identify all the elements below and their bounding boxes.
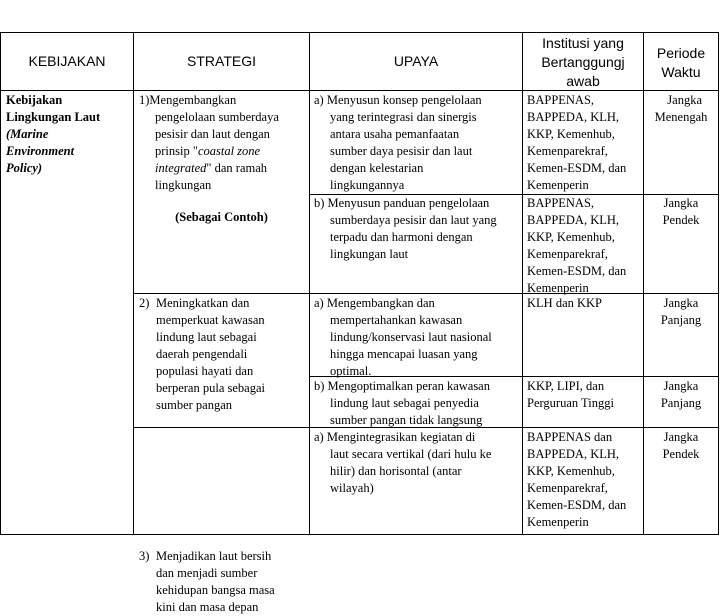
periode-1-cell — [644, 92, 718, 126]
header-periode-line-1: Periode — [656, 45, 706, 61]
periode-2-line-2: Pendek — [662, 213, 700, 227]
periode-4-line-1: Jangka — [663, 379, 699, 393]
upaya-1b-line-1: b) Menyusun panduan pengelolaan — [314, 196, 490, 210]
upaya-1a-line-6: lingkungannya — [330, 178, 405, 192]
header-institusi — [523, 34, 643, 91]
upaya-1a-cell — [314, 92, 522, 194]
policy-table — [0, 32, 719, 614]
kebijakan-italic-line-1: (Marine — [6, 127, 49, 141]
strategi-2-line-5: populasi hayati dan — [156, 364, 254, 378]
institusi-1-cell — [527, 92, 643, 194]
kebijakan-line-1: Kebijakan — [6, 93, 63, 107]
upaya-3a-line-1: a) Mengintegrasikan kegiatan di — [314, 430, 476, 444]
periode-2-cell — [644, 195, 718, 229]
upaya-1a-line-2: yang terintegrasi dan sinergis — [330, 110, 477, 124]
institusi-4-cell — [527, 378, 643, 412]
institusi-4-line-1: KKP, LIPI, dan — [527, 379, 605, 393]
header-periode — [644, 44, 718, 82]
strategi-2-line-3: lindung laut sebagai — [156, 330, 257, 344]
upaya-1b-cell — [314, 195, 522, 263]
institusi-5-line-6: Kemenperin — [527, 515, 589, 529]
periode-3-line-1: Jangka — [663, 296, 699, 310]
strategi-1-line-4 — [139, 143, 307, 160]
header-institusi-line-2: Bertanggungj — [541, 54, 625, 70]
upaya-1b-line-3: terpadu dan harmoni dengan — [330, 230, 473, 244]
upaya-3a-cell — [314, 429, 522, 497]
periode-3-line-2: Panjang — [660, 313, 702, 327]
strategi-1-line-4-italic: coastal zone — [197, 144, 261, 158]
upaya-2a-cell — [314, 295, 522, 380]
institusi-1-line-3: KKP, Kemenhub, — [527, 127, 615, 141]
institusi-1-line-1: BAPPENAS, — [527, 93, 595, 107]
strategi-1-number: 1) — [139, 93, 150, 107]
institusi-3-cell — [527, 295, 643, 312]
institusi-5-line-3: KKP, Kemenhub, — [527, 464, 615, 478]
strategi-2-number: 2) — [139, 296, 150, 310]
periode-1-line-1: Jangka — [667, 93, 702, 107]
strategi-2-line-4: daerah pengendali — [156, 347, 248, 361]
strategi-1-line-1 — [139, 92, 307, 109]
col-divider-1 — [133, 32, 134, 535]
upaya-1a-line-1: a) Menyusun konsep pengelolaan — [314, 93, 482, 107]
strategi-3-number: 3) — [139, 549, 150, 563]
institusi-1-line-6: Kemenperin — [527, 178, 589, 192]
header-periode-line-2: Waktu — [661, 64, 701, 80]
table-border-bottom — [0, 534, 719, 535]
periode-2-line-1: Jangka — [663, 196, 699, 210]
institusi-5-line-5: Kemen-ESDM, dan — [527, 498, 627, 512]
upaya-1b-line-4: lingkungan laut — [330, 247, 409, 261]
institusi-2-line-3: KKP, Kemenhub, — [527, 230, 615, 244]
upaya-2b-cell — [314, 378, 522, 429]
strategi-2-line-1: Meningkatkan dan — [156, 296, 250, 310]
header-institusi-line-1: Institusi yang — [542, 35, 624, 51]
strategi-1-line-5-italic: integrated — [155, 161, 207, 175]
institusi-5-line-2: BAPPEDA, KLH, — [527, 447, 620, 461]
upaya-2a-line-2: mempertahankan kawasan — [330, 313, 463, 327]
institusi-1-line-4: Kemenparekraf, — [527, 144, 608, 158]
periode-4-cell — [644, 378, 718, 412]
strategi-3-line-3: kehidupan bangsa masa — [156, 583, 275, 597]
strategi-1-cell — [139, 92, 307, 194]
upaya-3a-line-4: wilayah) — [330, 481, 374, 495]
upaya-2a-line-4: hingga mencapai luasan yang — [330, 347, 478, 361]
periode-5-line-1: Jangka — [663, 430, 699, 444]
upaya-3a-line-3: hilir) dan horisontal (antar — [330, 464, 462, 478]
strategi-3-line-2: dan menjadi sumber — [156, 566, 258, 580]
strategi-2-line-2: memperkuat kawasan — [156, 313, 265, 327]
strategi-example-label: (Sebagai Contoh) — [175, 210, 268, 224]
institusi-2-line-5: Kemen-ESDM, dan — [527, 264, 627, 278]
strategi-2-cell — [139, 295, 308, 414]
periode-5-line-2: Pendek — [662, 447, 700, 461]
table-border-top — [0, 32, 719, 33]
institusi-2-line-1: BAPPENAS, — [527, 196, 595, 210]
header-kebijakan: KEBIJAKAN — [28, 53, 106, 69]
institusi-2-cell — [527, 195, 643, 297]
institusi-2-line-2: BAPPEDA, KLH, — [527, 213, 620, 227]
upaya-1a-line-3: antara usaha pemanfaatan — [330, 127, 460, 141]
col-divider-2 — [309, 32, 310, 535]
upaya-2b-line-2: lindung laut sebagai penyedia — [330, 396, 479, 410]
strategi-1-first: Mengembangkan — [149, 93, 237, 107]
upaya-2a-line-1: a) Mengembangkan dan — [314, 296, 435, 310]
strategi-1-line-5-text: " dan ramah — [206, 161, 268, 175]
institusi-5-cell — [527, 429, 643, 531]
header-strategi: STRATEGI — [187, 53, 256, 69]
upaya-1b-line-2: sumberdaya pesisir dan laut yang — [330, 213, 497, 227]
upaya-2b-line-1: b) Mengoptimalkan peran kawasan — [314, 379, 490, 393]
strategi-2-line-6: berperan pula sebagai — [156, 381, 265, 395]
periode-4-line-2: Panjang — [660, 396, 702, 410]
kebijakan-italic-line-2: Environment — [6, 144, 75, 158]
upaya-1a-line-4: sumber daya pesisir dan laut — [330, 144, 473, 158]
institusi-5-line-1: BAPPENAS dan — [527, 430, 613, 444]
header-institusi-line-3: awab — [566, 73, 600, 89]
institusi-1-line-2: BAPPEDA, KLH, — [527, 110, 620, 124]
periode-5-cell — [644, 429, 718, 463]
strategi-1-line-2: pengelolaan sumberdaya — [155, 110, 279, 124]
periode-3-cell — [644, 295, 718, 329]
strategi-2-line-7: sumber pangan — [156, 398, 233, 412]
institusi-3-line-1: KLH dan KKP — [527, 296, 602, 310]
upaya-2a-line-3: lindung/konservasi laut nasional — [330, 330, 492, 344]
strategi-1-line-4-text: prinsip " — [155, 144, 198, 158]
upaya-1a-line-5: dengan kelestarian — [330, 161, 424, 175]
table-border-right — [718, 32, 719, 535]
upaya-2a-line-5: optimal. — [330, 364, 372, 378]
strategi-1-line-6: lingkungan — [155, 178, 212, 192]
upaya-2b-line-3: sumber pangan tidak langsung — [330, 413, 483, 427]
strategi-3-line-4: kini dan masa depan — [156, 600, 259, 614]
header-upaya: UPAYA — [393, 53, 439, 69]
upaya-3a-line-2: laut secara vertikal (dari hulu ke — [330, 447, 492, 461]
strategi-3-line-1: Menjadikan laut bersih — [156, 549, 272, 563]
institusi-2-line-4: Kemenparekraf, — [527, 247, 608, 261]
institusi-2-line-6: Kemenperin — [527, 281, 589, 295]
periode-1-line-2: Menengah — [654, 110, 708, 124]
strategi-1-line-5 — [139, 160, 307, 177]
col-divider-3 — [522, 32, 523, 535]
kebijakan-italic-line-3: Policy) — [6, 161, 43, 175]
table-border-left — [0, 32, 1, 535]
strategi-1-line-3: pesisir dan laut dengan — [155, 127, 270, 141]
institusi-5-line-4: Kemenparekraf, — [527, 481, 608, 495]
strategi-3-cell — [139, 548, 308, 616]
kebijakan-line-2: Lingkungan Laut — [6, 110, 101, 124]
institusi-1-line-5: Kemen-ESDM, dan — [527, 161, 627, 175]
kebijakan-cell — [6, 92, 132, 177]
institusi-4-line-2: Perguruan Tinggi — [527, 396, 614, 410]
